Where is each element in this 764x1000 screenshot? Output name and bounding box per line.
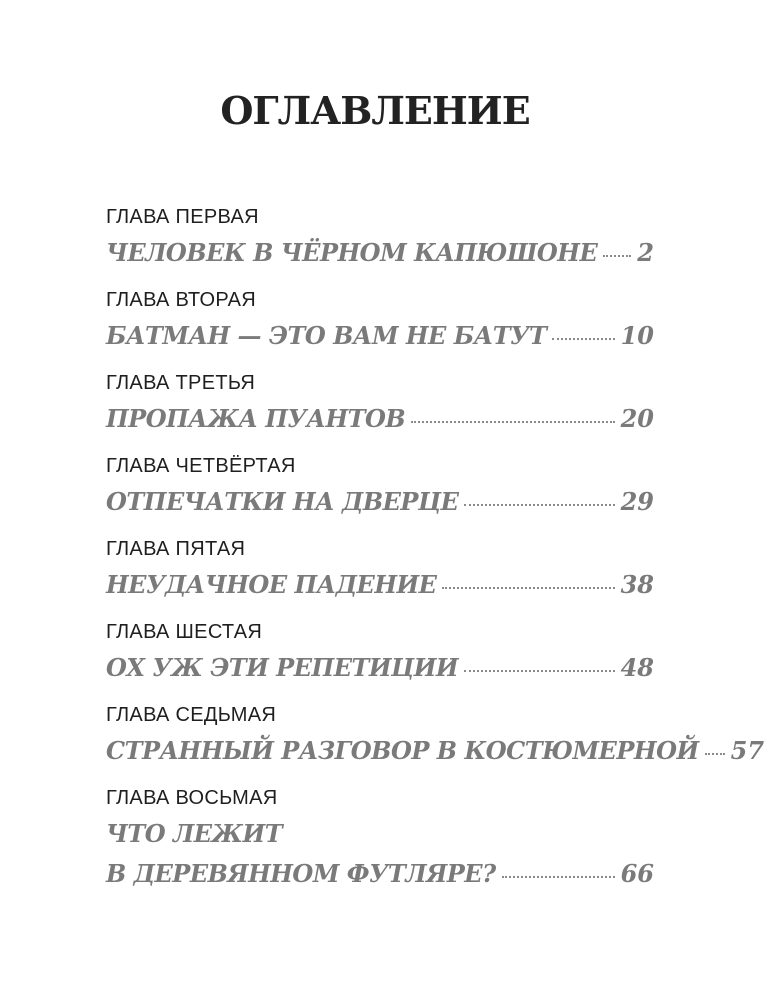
dot-leader [552,338,614,340]
page-number: 10 [620,321,654,350]
chapter-label: ГЛАВА ВТОРАЯ [106,289,257,311]
chapter-title: ОТПЕЧАТКИ НА ДВЕРЦЕ [106,487,459,516]
chapter-title-row [106,859,654,888]
chapter-label: ГЛАВА ПЕРВАЯ [106,206,259,228]
chapter-label: ГЛАВА СЕДЬМАЯ [106,704,277,726]
chapter-label: ГЛАВА ВОСЬМАЯ [106,787,278,809]
toc-entry-chapter-1 [106,200,654,283]
chapter-title-line-2: В ДЕРЕВЯННОМ ФУТЛЯРЕ? [106,859,496,888]
page-number: 2 [637,238,654,267]
dot-leader [464,670,615,672]
table-of-contents [106,200,764,901]
chapter-label: ГЛАВА ТРЕТЬЯ [106,372,256,394]
toc-entry-chapter-4 [106,449,654,532]
chapter-title-row [106,321,654,350]
dot-leader [442,587,614,589]
toc-entry-chapter-5 [106,532,654,615]
dot-leader [411,421,614,423]
page-number: 38 [620,570,654,599]
page-number: 48 [620,653,654,682]
chapter-title-row [106,238,654,267]
toc-entry-chapter-3 [106,366,654,449]
toc-entry-chapter-6 [106,615,654,698]
chapter-title: СТРАННЫЙ РАЗГОВОР В КОСТЮМЕРНОЙ [106,736,699,765]
chapter-title: БАТМАН — ЭТО ВАМ НЕ БАТУТ [106,321,547,350]
dot-leader [603,255,631,257]
chapter-title-row [106,404,654,433]
chapter-label: ГЛАВА ШЕСТАЯ [106,621,263,643]
chapter-title: ОХ УЖ ЭТИ РЕПЕТИЦИИ [106,653,459,682]
chapter-label: ГЛАВА ПЯТАЯ [106,538,246,560]
toc-entry-chapter-7 [106,698,764,781]
dot-leader [705,753,725,755]
dot-leader [464,504,614,506]
chapter-title-line-1: ЧТО ЛЕЖИТ [106,819,283,848]
chapter-title: ЧЕЛОВЕК В ЧЁРНОМ КАПЮШОНЕ [106,238,598,267]
chapter-title: ПРОПАЖА ПУАНТОВ [106,404,406,433]
toc-entry-chapter-2 [106,283,654,366]
page-number: 66 [620,859,654,888]
page-number: 29 [620,487,654,516]
chapter-title: НЕУДАЧНОЕ ПАДЕНИЕ [106,570,437,599]
chapter-title-row [106,570,654,599]
page-title: ОГЛАВЛЕНИЕ [220,88,530,133]
chapter-title-row [106,736,764,765]
page-number: 57 [730,736,764,765]
chapter-title-row [106,653,654,682]
chapter-label: ГЛАВА ЧЕТВЁРТАЯ [106,455,296,477]
page-number: 20 [620,404,654,433]
chapter-title-row [106,487,654,516]
toc-entry-chapter-8 [106,781,654,901]
dot-leader [502,876,615,878]
